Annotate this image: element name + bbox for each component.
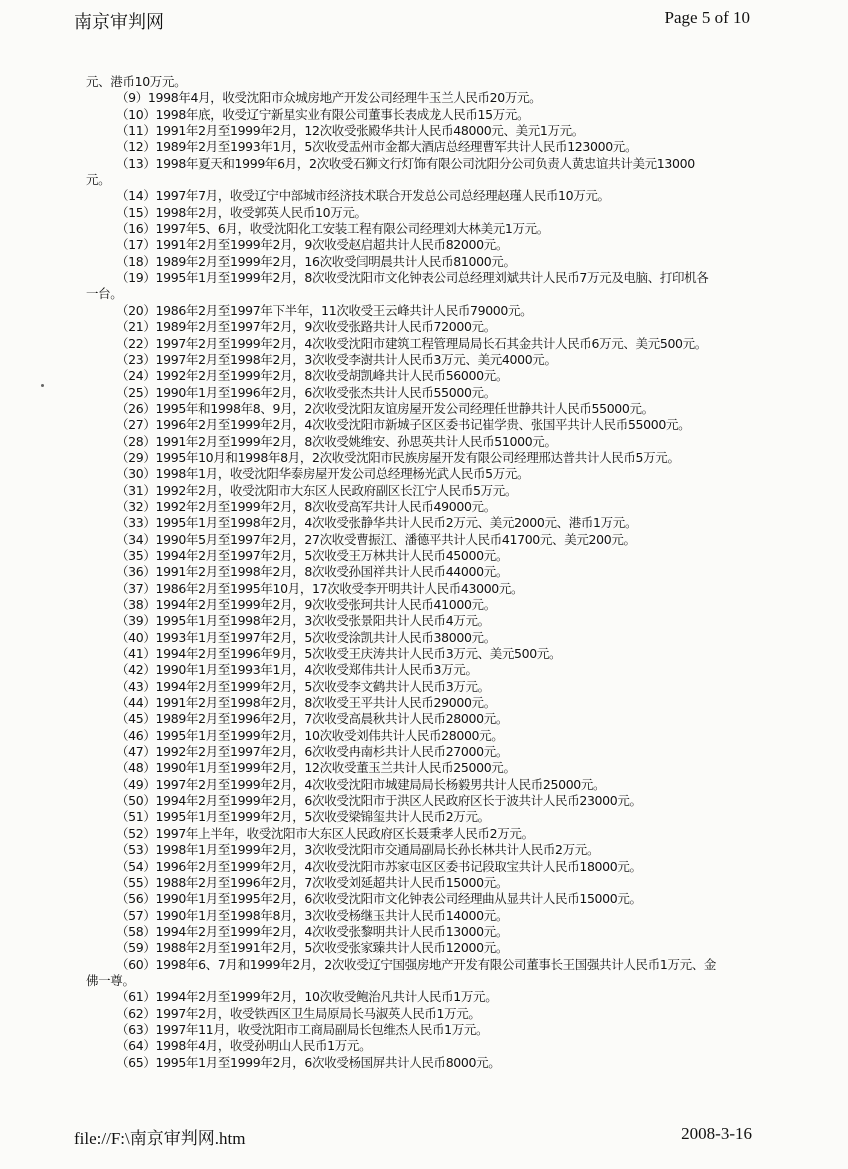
list-item: （32）1992年2月至1999年2月，8次收受高军共计人民币49000元。: [116, 498, 496, 514]
list-item: （59）1988年2月至1991年2月，5次收受张家臻共计人民币12000元。: [116, 940, 509, 956]
list-item: （48）1990年1月至1999年2月，12次收受董玉兰共计人民币25000元。: [116, 760, 516, 776]
list-item: （29）1995年10月和1998年8月，2次收受沈阳市民族房屋开发有限公司经理邢达普共计人民币5万元。: [116, 449, 680, 465]
list-item: （35）1994年2月至1997年2月，5次收受王万林共计人民币45000元。: [116, 547, 509, 563]
list-item: （45）1989年2月至1996年2月，7次收受高晨秋共计人民币28000元。: [116, 711, 509, 727]
document-body: [86, 74, 718, 1071]
list-item: （51）1995年1月至1999年2月，5次收受梁锦玺共计人民币2万元。: [116, 809, 490, 825]
list-item: （53）1998年1月至1999年2月，3次收受沈阳市交通局副局长孙长林共计人民币2万元。: [116, 842, 600, 858]
list-item: （17）1991年2月至1999年2月，9次收受赵启超共计人民币82000元。: [116, 237, 509, 253]
list-item: （34）1990年5月至1997年2月，27次收受曹振江、潘德平共计人民币41700元、美元200元。: [116, 531, 636, 547]
print-date: 2008-3-16: [681, 1124, 752, 1143]
list-item: （65）1995年1月至1999年2月，6次收受杨国屏共计人民币8000元。: [116, 1054, 501, 1070]
list-item: （52）1997年上半年，收受沈阳市大东区人民政府区长聂秉孝人民币2万元。: [116, 825, 534, 841]
list-item: （57）1990年1月至1998年8月，3次收受杨继玉共计人民币14000元。: [116, 907, 509, 923]
list-item: （27）1996年2月至1999年2月，4次收受沈阳市新城子区区委书记崔学贵、张国平共计人民币55000元。: [116, 417, 691, 433]
list-item: （61）1994年2月至1999年2月，10次收受鲍治凡共计人民币1万元。: [116, 989, 498, 1005]
list-item: （56）1990年1月至1995年2月，6次收受沈阳市文化钟表公司经理曲从显共计人民币15000元。: [116, 891, 642, 907]
list-item: （62）1997年2月，收受铁西区卫生局原局长马淑英人民币1万元。: [116, 1005, 481, 1021]
list-item: （11）1991年2月至1999年2月，12次收受张殿华共计人民币48000元、美元1万元。: [116, 123, 584, 139]
list-item: （44）1991年2月至1998年2月，8次收受王平共计人民币29000元。: [116, 695, 496, 711]
list-item: （19）1995年1月至1999年2月，8次收受沈阳市文化钟表公司总经理刘斌共计人民币7万元及电脑、打印机各一台。: [86, 270, 709, 302]
list-item: （9）1998年4月，收受沈阳市众城房地产开发公司经理牛玉兰人民币20万元。: [116, 90, 542, 106]
site-title: 南京审判网: [74, 12, 164, 33]
list-item: （31）1992年2月，收受沈阳市大东区人民政府副区长江宁人民币5万元。: [116, 482, 518, 498]
list-item: （36）1991年2月至1998年2月，8次收受孙国祥共计人民币44000元。: [116, 564, 509, 580]
list-item: （16）1997年5、6月，收受沈阳化工安装工程有限公司经理刘大林美元1万元。: [116, 221, 549, 237]
list-item: （28）1991年2月至1999年2月，8次收受姚维安、孙思英共计人民币51000元。: [116, 433, 557, 449]
list-item: （43）1994年2月至1999年2月，5次收受李文鹤共计人民币3万元。: [116, 678, 490, 694]
scan-speck: [41, 384, 44, 387]
list-item: （23）1997年2月至1998年2月，3次收受李澍共计人民币3万元、美元4000元。: [116, 351, 557, 367]
list-item: （15）1998年2月，收受郭英人民币10万元。: [116, 204, 367, 220]
list-item: （10）1998年底，收受辽宁新星实业有限公司董事长表成龙人民币15万元。: [116, 106, 530, 122]
page-number: Page 5 of 10: [664, 8, 750, 27]
list-item: （60）1998年6、7月和1999年2月，2次收受辽宁国强房地产开发有限公司董事长王国强共计人民币1万元、金佛一尊。: [86, 956, 717, 988]
list-item: （20）1986年2月至1997年下半年，11次收受王云峰共计人民币79000元。: [116, 302, 533, 318]
list-item: （41）1994年2月至1996年9月，5次收受王庆涛共计人民币3万元、美元500元。: [116, 646, 562, 662]
list-item: （25）1990年1月至1996年2月，6次收受张杰共计人民币55000元。: [116, 384, 496, 400]
list-item: （14）1997年7月，收受辽宁中部城市经济技术联合开发总公司总经理赵瑾人民币10万元。: [116, 188, 610, 204]
list-item: （26）1995年和1998年8、9月，2次收受沈阳友谊房屋开发公司经理任世静共计人民币55000元。: [116, 400, 654, 416]
list-item: （47）1992年2月至1997年2月，6次收受冉南杉共计人民币27000元。: [116, 744, 509, 760]
list-item: （18）1989年2月至1999年2月，16次收受闫明晨共计人民币81000元。: [116, 253, 516, 269]
list-item: （30）1998年1月，收受沈阳华泰房屋开发公司总经理杨光武人民币5万元。: [116, 466, 530, 482]
list-item: （50）1994年2月至1999年2月，6次收受沈阳市于洪区人民政府区长于波共计人民币23000元。: [116, 793, 642, 809]
list-item: （13）1998年夏天和1999年6月，2次收受石狮文行灯饰有限公司沈阳分公司负责人黄忠谊共计美元13000元。: [86, 155, 695, 188]
list-item: （64）1998年4月，收受孙明山人民币1万元。: [116, 1038, 372, 1054]
list-item: （63）1997年11月，收受沈阳市工商局副局长包维杰人民币1万元。: [116, 1021, 489, 1037]
list-item: （46）1995年1月至1999年2月，10次收受刘伟共计人民币28000元。: [116, 727, 504, 743]
list-item: （12）1989年2月至1993年1月，5次收受盂州市金都大酒店总经理曹军共计人民币123000元。: [116, 139, 638, 155]
list-item: （54）1996年2月至1999年2月，4次收受沈阳市苏家屯区区委书记段取宝共计人民币18000元。: [116, 858, 642, 874]
file-path: file://F:\南京审判网.htm: [74, 1129, 246, 1148]
list-item: （24）1992年2月至1999年2月，8次收受胡凯峰共计人民币56000元。: [116, 368, 509, 384]
list-item: （37）1986年2月至1995年10月，17次收受李开明共计人民币43000元。: [116, 580, 524, 596]
list-item: （21）1989年2月至1997年2月，9次收受张路共计人民币72000元。: [116, 319, 496, 335]
list-item: （58）1994年2月至1999年2月，4次收受张黎明共计人民币13000元。: [116, 923, 509, 939]
list-item: （38）1994年2月至1999年2月，9次收受张珂共计人民币41000元。: [116, 597, 496, 612]
list-item: （42）1990年1月至1993年1月，4次收受郑伟共计人民币3万元。: [116, 662, 478, 678]
list-item: （22）1997年2月至1999年2月，4次收受沈阳市建筑工程管理局局长石其金共计人民币6万元、美元500元。: [116, 335, 707, 351]
list-item: （40）1993年1月至1997年2月，5次收受涂凯共计人民币38000元。: [116, 629, 496, 645]
list-item: （55）1988年2月至1996年2月，7次收受刘延超共计人民币15000元。: [116, 874, 509, 890]
list-item: （39）1995年1月至1998年2月，3次收受张景阳共计人民币4万元。: [116, 613, 490, 629]
list-item: （49）1997年2月至1999年2月，4次收受沈阳市城建局局长杨毅男共计人民币25000元。: [116, 776, 606, 792]
list-item: 元、港币10万元。: [86, 74, 187, 89]
list-item: （33）1995年1月至1998年2月，4次收受张静华共计人民币2万元、美元2000元、港币1万元。: [116, 515, 638, 531]
